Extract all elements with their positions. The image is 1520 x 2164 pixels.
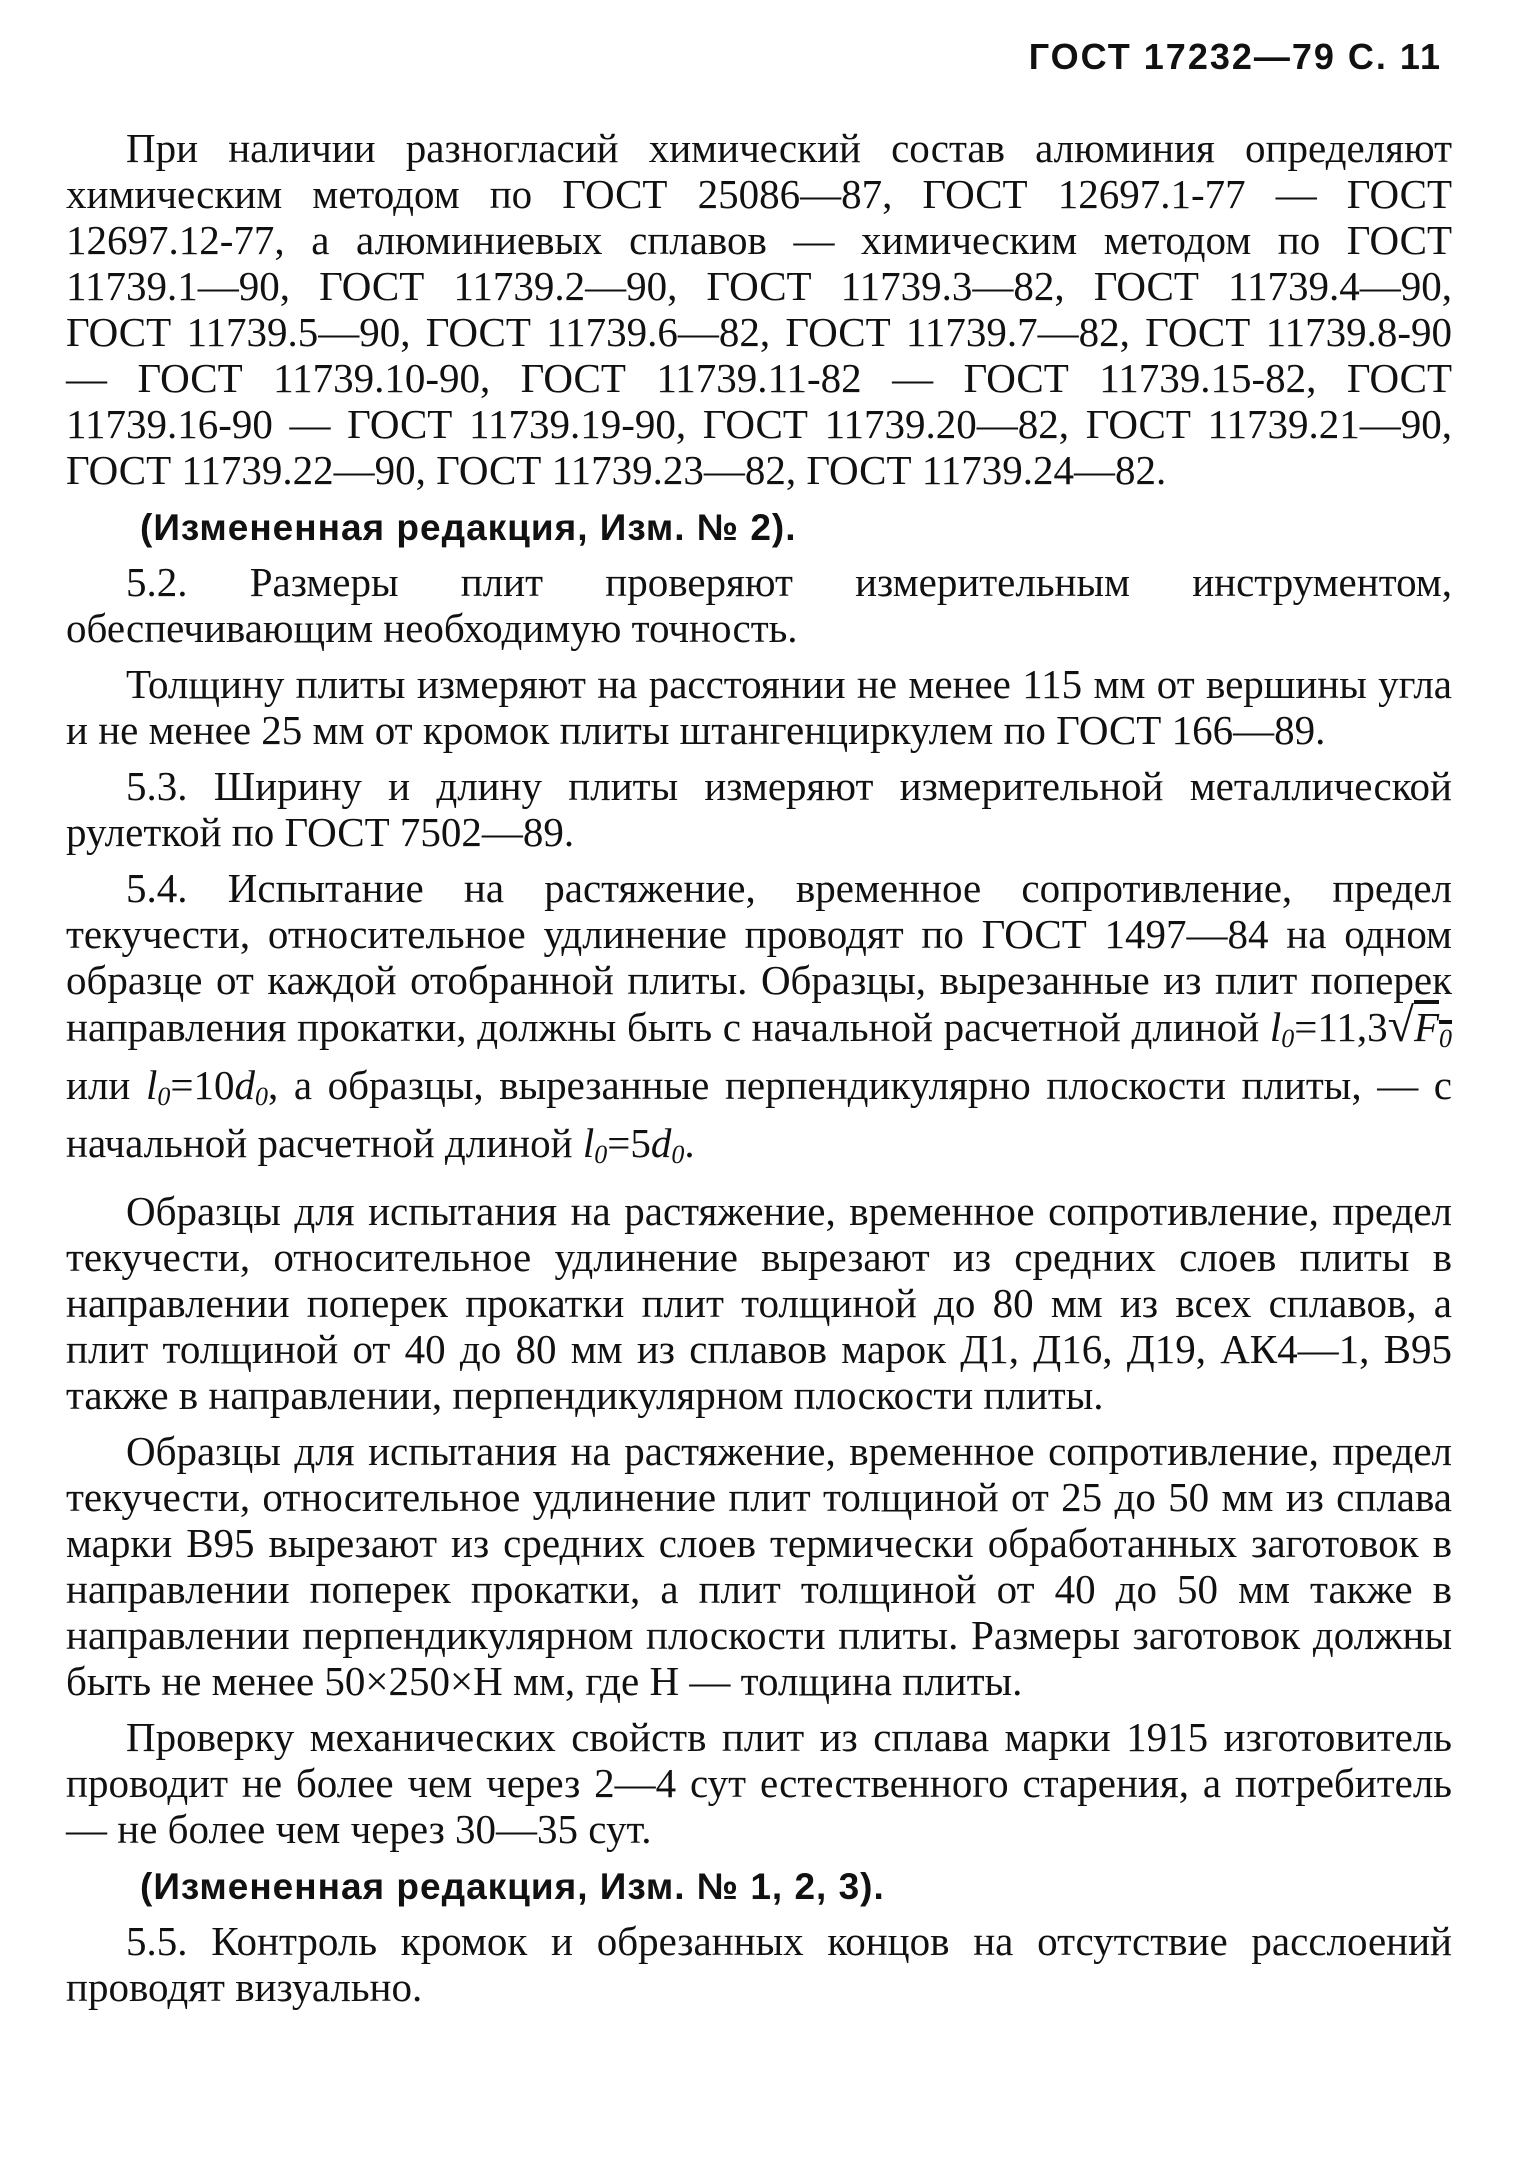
paragraph-5-2: 5.2. Размеры плит проверяют измерительным инструментом, обеспечивающим необходимую точность. bbox=[66, 559, 1452, 651]
paragraph-samples-b95: Образцы для испытания на растяжение, временное сопротивление, предел текучести, относительное удлинение плит толщиной от 25 до 50 мм из сплава марки В95 вырезают из средних слоев термически обработанных заготовок в направлении поперек прокатки, а плит толщиной от 40 до 50 мм также в направлении перпендикулярном плоскости плиты. Размеры заготовок должны быть не менее 50×250×Н мм, где Н — толщина плиты. bbox=[66, 1428, 1452, 1704]
paragraph-samples-80mm: Образцы для испытания на растяжение, временное сопротивление, предел текучести, относительное удлинение вырезают из средних слоев плиты в направлении поперек прокатки плит толщиной до 80 мм из всех сплавов, а плит толщиной от 40 до 80 мм из сплавов марок Д1, Д16, Д19, АК4—1, В95 также в направлении, перпендикулярном плоскости плиты. bbox=[66, 1188, 1452, 1418]
formula-l0-11-3-sqrt-f0: l0=11,3√F0 bbox=[1269, 999, 1452, 1053]
revision-note: (Измененная редакция, Изм. № 1, 2, 3). bbox=[140, 1866, 885, 1907]
paragraph-5-4-text-a: 5.4. Испытание на растяжение, временное сопротивление, предел текучести, относительное удлинение проводят по ГОСТ 1497—84 на одном образце от каждой отобранной плиты. Образцы, вырезанные из плит поперек направления прокатки, должны быть с начальной расчетной длиной bbox=[66, 865, 1452, 1050]
revision-note: (Измененная редакция, Изм. № 2). bbox=[140, 507, 797, 548]
paragraph-5-3: 5.3. Ширину и длину плиты измеряют измерительной металлической рулеткой по ГОСТ 7502—89. bbox=[66, 763, 1452, 855]
paragraph-5-5: 5.5. Контроль кромок и обрезанных концов на отсутствие расслоений проводят визуально. bbox=[66, 1918, 1452, 2010]
paragraph-chemical-composition: При наличии разногласий химический состав алюминия определяют химическим методом по ГОСТ 25086—87, ГОСТ 12697.1-77 — ГОСТ 12697.12-77, а алюминиевых сплавов — химическим методом по ГОСТ 11739.1—90, ГОСТ 11739.2—90, ГОСТ 11739.3—82, ГОСТ 11739.4—90, ГОСТ 11739.5—90, ГОСТ 11739.6—82, ГОСТ 11739.7—82, ГОСТ 11739.8-90 — ГОСТ 11739.10-90, ГОСТ 11739.11-82 — ГОСТ 11739.15-82, ГОСТ 11739.16-90 — ГОСТ 11739.19-90, ГОСТ 11739.20—82, ГОСТ 11739.21—90, ГОСТ 11739.22—90, ГОСТ 11739.23—82, ГОСТ 11739.24—82. bbox=[66, 125, 1452, 493]
paragraph-5-4: 5.4. Испытание на растяжение, временное сопротивление, предел текучести, относительное удлинение проводят по ГОСТ 1497—84 на одном образце от каждой отобранной плиты. Образцы, вырезанные из плит поперек направления прокатки, должны быть с начальной расчетной длиной l0=11,3√F0 или l0=10d0, а образцы, вырезанные перпендикулярно плоскости плиты, — с начальной расчетной длиной l0=5d0. bbox=[66, 865, 1452, 1169]
paragraph-5-4-text-b: , а образцы, вырезанные перпендикулярно плоскости плиты, — с начальной расчетной длиной bbox=[66, 1062, 1452, 1166]
formula-l0-10d0: l0=10d0 bbox=[145, 1062, 268, 1111]
formula-l0-5d0: l0=5d0 bbox=[582, 1120, 685, 1169]
document-body bbox=[66, 125, 1452, 2010]
paragraph-thickness: Толщину плиты измеряют на расстоянии не менее 115 мм от вершины угла и не менее 25 мм от кромок плиты штангенциркулем по ГОСТ 166—89. bbox=[66, 661, 1452, 753]
paragraph-mechanical-1915: Проверку механических свойств плит из сплава марки 1915 изготовитель проводит не более чем через 2—4 сут естественного старения, а потребитель — не более чем через 30—35 сут. bbox=[66, 1714, 1452, 1852]
sqrt-symbol: √ bbox=[1387, 999, 1414, 1052]
paragraph-5-4-text-or: или bbox=[66, 1062, 146, 1108]
page-header: ГОСТ 17232—79 С. 11 bbox=[1028, 36, 1442, 77]
